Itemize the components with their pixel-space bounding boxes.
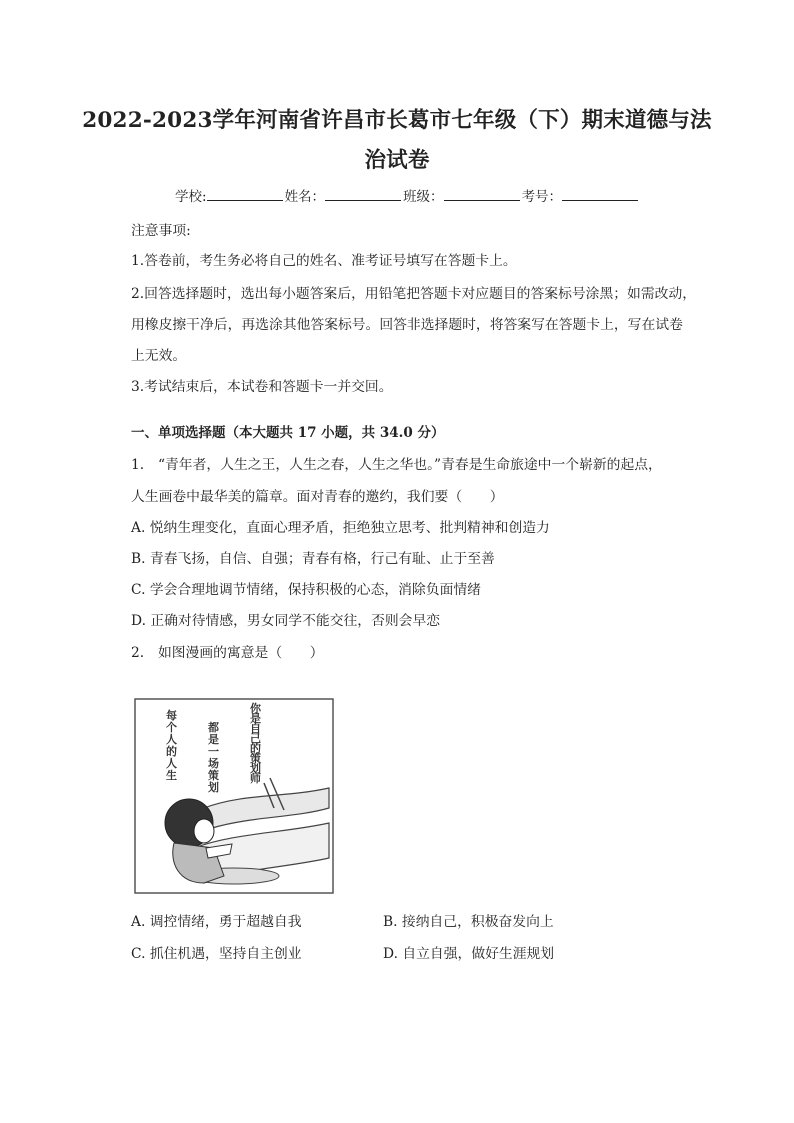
comic-caption-char: 的 (166, 745, 177, 758)
comic-caption-char: 场 (208, 757, 219, 770)
question-2-option-c[interactable]: C. 抓住机遇，坚持自主创业 (131, 946, 302, 962)
notice-item-2-line-1: 2.回答选择题时，选出每小题答案后，用铅笔把答题卡对应题目的答案标号涂黑；如需改动， (131, 286, 697, 302)
comic-caption-char: 一 (208, 745, 219, 758)
name-blank[interactable] (325, 186, 401, 201)
question-1-option-b[interactable]: B. 青春飞扬，自信、自强；青春有格，行己有耻、止于至善 (131, 551, 495, 567)
question-1-stem-line-2: 人生画卷中最华美的篇章。面对青春的邀约，我们要（ ） (131, 489, 504, 505)
question-2-option-d[interactable]: D. 自立自强，做好生涯规划 (383, 946, 555, 962)
comic-caption-char: 策 (250, 752, 261, 765)
comic-caption-char: 是 (250, 712, 261, 725)
student-info-row (175, 185, 638, 205)
exam-number-label: 考号： (521, 189, 563, 205)
comic-caption-char: 划 (208, 781, 219, 794)
school-blank[interactable] (207, 186, 283, 201)
question-2-option-b[interactable]: B. 接纳自己，积极奋发向上 (383, 914, 554, 930)
exam-number-blank[interactable] (562, 186, 638, 201)
question-2-option-a[interactable]: A. 调控情绪，勇于超越自我 (131, 914, 302, 930)
comic-caption-char: 个 (166, 721, 177, 734)
comic-caption-char: 都 (208, 721, 219, 734)
comic-caption-char: 你 (250, 702, 261, 715)
question-1-option-d[interactable]: D. 正确对待情感，男女同学不能交往，否则会早恋 (131, 613, 441, 629)
question-1-stem-line-1: 1. “青年者，人生之王，人生之春，人生之华也。”青春是生命旅途中一个崭新的起点， (131, 457, 662, 473)
comic-caption-char: 人 (166, 733, 177, 746)
question-1-option-c[interactable]: C. 学会合理地调节情绪，保持积极的心态，消除负面情绪 (131, 582, 481, 598)
section-heading-single-choice: 一、单项选择题（本大题共 17 小题，共 34.0 分） (131, 425, 445, 441)
notice-item-1: 1.答卷前，考生务必将自己的姓名、准考证号填写在答题卡上。 (131, 253, 517, 269)
comic-caption-char: 划 (250, 762, 261, 775)
notice-heading: 注意事项: (131, 223, 191, 239)
comic-caption-char: 的 (250, 742, 261, 755)
comic-caption-char: 生 (166, 769, 177, 782)
comic-caption-char: 人 (166, 757, 177, 770)
comic-caption-char: 每 (166, 709, 177, 722)
comic-caption-char: 师 (250, 772, 261, 785)
class-blank[interactable] (444, 186, 520, 201)
class-label: 班级： (403, 189, 444, 205)
question-1-option-a[interactable]: A. 悦纳生理变化，直面心理矛盾，拒绝独立思考、批判精神和创造力 (131, 520, 550, 536)
comic-caption-char: 是 (208, 733, 219, 746)
comic-caption-char: 己 (250, 732, 261, 745)
notice-item-3: 3.考试结束后，本试卷和答题卡一并交回。 (131, 379, 393, 395)
school-label: 学校: (175, 189, 207, 205)
exam-title-line1: 2022-2023学年河南省许昌市长葛市七年级（下）期末道德与法 (82, 108, 712, 133)
comic-caption-char: 自 (250, 722, 261, 735)
comic-illustration (134, 698, 334, 894)
comic-caption-char: 策 (208, 769, 219, 782)
question-2-stem: 2. 如图漫画的寓意是（ ） (131, 645, 324, 661)
notice-item-2-line-2: 用橡皮擦干净后，再选涂其他答案标号。回答非选择题时，将答案写在答题卡上，写在试卷 (131, 317, 683, 333)
exam-title-line2: 治试卷 (364, 148, 430, 173)
notice-item-2-line-3: 上无效。 (131, 348, 187, 364)
name-label: 姓名： (284, 189, 326, 205)
